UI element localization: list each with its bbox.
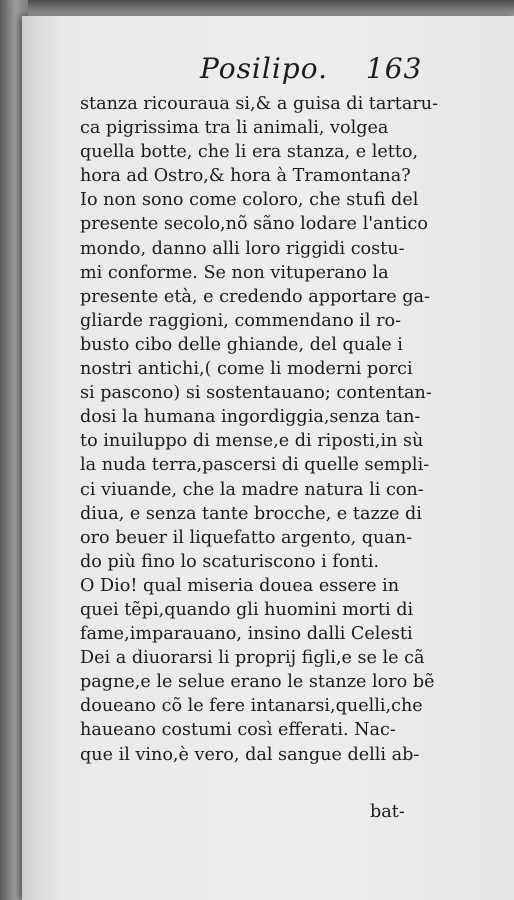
body-text [80, 92, 465, 767]
text-line: mondo, danno alli loro riggidi costu- [80, 238, 405, 259]
text-line: O Dio! qual miseria douea essere in [80, 575, 400, 596]
text-line: la nuda terra,pascersi di quelle sempli- [80, 455, 430, 476]
text-line: hora ad Ostro,& hora à Tramontana? [80, 166, 411, 187]
page-number: 163 [365, 52, 423, 85]
text-line: dosi la humana ingordiggia,senza tan- [80, 407, 421, 428]
text-line: fame,imparauano, insino dalli Celesti [80, 624, 413, 645]
text-line: oro beuer il liquefatto argento, quan- [80, 527, 413, 548]
text-line: gliarde raggioni, commendano il ro- [80, 310, 402, 331]
text-line: Dei a diuorarsi li proprij figli,e se le cã [80, 648, 425, 669]
text-line: presente secolo,nõ sãno lodare l'antico [80, 214, 428, 235]
text-line: mi conforme. Se non vituperano la [80, 262, 389, 283]
text-line: to inuiluppo di mense,e di riposti,in sù [80, 431, 424, 452]
text-line: doueano cõ le fere intanarsi,quelli,che [80, 696, 423, 717]
text-line: diua, e senza tante brocche, e tazze di [80, 503, 422, 524]
text-line: presente età, e credendo apportare ga- [80, 286, 430, 307]
text-line: Io non sono come coloro, che stufi del [80, 190, 419, 211]
text-line: ca pigrissima tra li animali, volgea [80, 118, 389, 139]
text-line: que il vino,è vero, dal sangue delli ab- [80, 744, 420, 765]
text-line: do più fino lo scaturiscono i fonti. [80, 551, 380, 572]
text-line: ci viuande, che la madre natura li con- [80, 479, 424, 500]
running-title: Posilipo. [200, 52, 328, 85]
text-line: busto cibo delle ghiande, del quale i [80, 334, 403, 355]
text-line: pagne,e le selue erano le stanze loro bẽ [80, 672, 435, 693]
text-line: quei tẽpi,quando gli huomini morti di [80, 599, 414, 620]
page-header [200, 52, 422, 85]
text-line: quella botte, che li era stanza, e letto, [80, 142, 419, 163]
text-line: nostri antichi,( come li moderni porci [80, 359, 413, 380]
text-line: haueano costumi così efferati. Nac- [80, 720, 396, 741]
text-line: stanza ricouraua si,& a guisa di tartaru- [80, 94, 439, 114]
catchword: bat- [370, 802, 405, 822]
text-line: si pascono) si sostentauano; contentan- [80, 383, 432, 404]
